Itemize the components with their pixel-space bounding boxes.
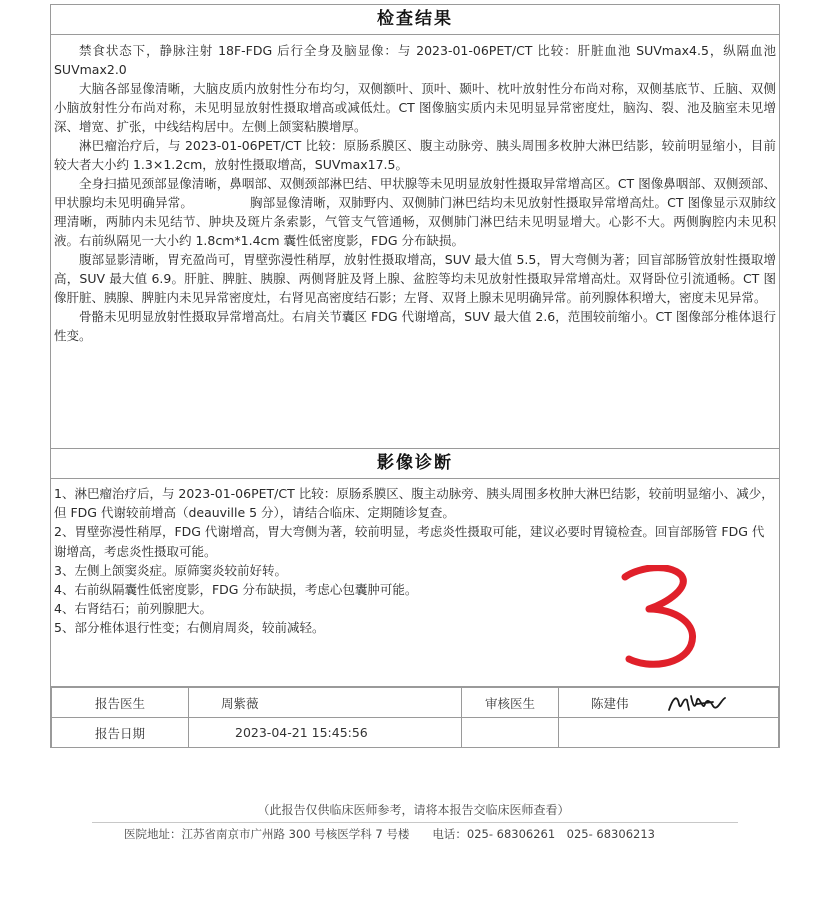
diagnosis-item: 5、部分椎体退行性变；右侧肩周炎，较前减轻。 — [54, 620, 325, 636]
diagnosis-item: 4、右肾结石；前列腺肥大。 — [54, 601, 212, 617]
review-doctor-name: 陈建伟 — [591, 695, 629, 711]
diagnosis-item: 2、胃壁弥漫性稍厚，FDG 代谢增高，胃大弯侧为著，较前明显，考虑炎性摄取可能，建议必要时胃镜检查。回盲部肠管 FDG 代谢增高，考虑炎性摄取可能。 — [54, 524, 765, 559]
report-doctor-name: 周紫薇 — [189, 688, 462, 718]
findings-paragraph: 禁食状态下，静脉注射 18F-FDG 后行全身及脑显像：与 2023-01-06PET/CT 比较：肝脏血池 SUVmax4.5，纵隔血池 SUVmax2.0 — [54, 43, 776, 77]
diagnosis-item: 3、左侧上颌窦炎症。原筛窦炎较前好转。 — [54, 562, 287, 578]
report-doctor-label: 报告医生 — [52, 688, 189, 718]
handwritten-three-mark — [619, 565, 699, 675]
review-signature-scribble — [667, 690, 727, 716]
report-frame — [50, 4, 780, 748]
footer-divider — [92, 822, 738, 823]
findings-title: 检查结果 — [51, 5, 779, 35]
review-doctor-label: 审核医生 — [462, 688, 559, 718]
empty-cell — [559, 718, 779, 748]
diagnosis-title: 影像诊断 — [51, 449, 779, 479]
diagnosis-item: 1、淋巴瘤治疗后，与 2023-01-06PET/CT 比较：原肠系膜区、腹主动脉旁、胰头周围多枚肿大淋巴结影，较前明显缩小、减少，但 FDG 代谢较前增高（deauville 5 分），请结合临床、定期随诊复查。 — [54, 486, 774, 521]
findings-paragraph: 淋巴瘤治疗后，与 2023-01-06PET/CT 比较：原肠系膜区、腹主动脉旁、胰头周围多枚肿大淋巴结影，较前明显缩小，目前较大者大小约 1.3×1.2cm，放射性摄取增高，SUVmax17.5。 — [54, 138, 776, 172]
diagnosis-body — [51, 479, 779, 687]
findings-paragraph: 全身扫描见颈部显像清晰，鼻咽部、双侧颈部淋巴结、甲状腺等未见明显放射性摄取异常增高区。CT 图像鼻咽部、双侧颈部、甲状腺均未见明确异常。 胸部显像清晰，双肺野内、双侧肺门淋巴结均未见放射性摄取异常增高灶。CT 图像显示双肺纹理清晰，两肺内未见结节、肿块及斑片条索影，气管支气管通畅，双侧肺门淋巴结未见明显增大。心影不大。两侧胸腔内未见积液。右前纵隔见一大小约 1.8cm*1.4cm 囊性低密度影，FDG 分布缺损。 — [54, 176, 776, 248]
findings-paragraph: 大脑各部显像清晰，大脑皮质内放射性分布均匀，双侧额叶、顶叶、颞叶、枕叶放射性分布尚对称，双侧基底节、丘脑、双侧小脑放射性分布尚对称，未见明显放射性摄取增高或减低灶。CT 图像脑实质内未见明显异常密度灶，脑沟、裂、池及脑室未见增深、增宽、扩张，中线结构居中。左侧上颌窦粘膜增厚。 — [54, 81, 776, 134]
empty-cell — [462, 718, 559, 748]
diagnosis-item: 4、右前纵隔囊性低密度影，FDG 分布缺损，考虑心包囊肿可能。 — [54, 582, 418, 598]
handwritten-three-stroke — [625, 568, 693, 665]
review-doctor-cell — [559, 688, 779, 718]
hospital-address: 医院地址：江苏省南京市广州路 300 号核医学科 7 号楼 电话：025- 68306261 025- 68306213 — [124, 827, 655, 841]
signature-table — [51, 687, 779, 748]
findings-body — [51, 35, 779, 449]
findings-paragraph: 腹部显影清晰，胃充盈尚可，胃壁弥漫性稍厚，放射性摄取增高，SUV 最大值 5.5，胃大弯侧为著；回盲部肠管放射性摄取增高，SUV 最大值 6.9。肝脏、脾脏、胰腺、两侧肾脏及肾上腺、盆腔等均未见放射性摄取异常增高灶。双肾卧位引流通畅。CT 图像肝脏、胰腺、脾脏内未见异常密度灶，右肾见高密度结石影；左肾、双肾上腺未见明确异常。前列腺体积增大，密度未见异常。 — [54, 252, 776, 305]
report-date-value: 2023-04-21 15:45:56 — [189, 718, 462, 748]
findings-paragraph: 骨骼未见明显放射性摄取异常增高灶。右肩关节囊区 FDG 代谢增高，SUV 最大值 2.6，范围较前缩小。CT 图像部分椎体退行性变。 — [54, 309, 776, 343]
footer-note: （此报告仅供临床医师参考，请将本报告交临床医师查看） — [257, 803, 570, 817]
report-date-label: 报告日期 — [52, 718, 189, 748]
